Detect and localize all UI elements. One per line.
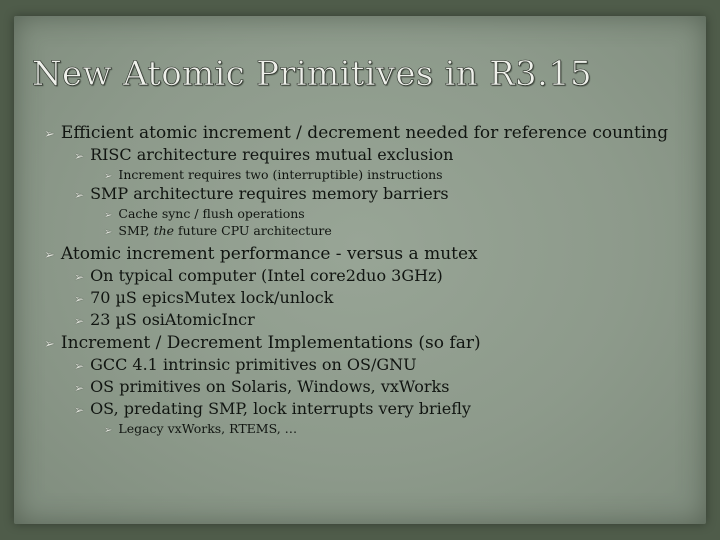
bullet-text: OS, predating SMP, lock interrupts very briefly	[90, 399, 471, 418]
arrow-bullet-icon: ➢	[104, 227, 113, 238]
bullet-level-2	[74, 399, 471, 418]
bullet-text: 70 µS epicsMutex lock/unlock	[90, 288, 334, 307]
arrow-bullet-icon: ➢	[104, 425, 113, 436]
arrow-bullet-icon: ➢	[104, 210, 113, 221]
bullet-text: Increment requires two (interruptible) instructions	[118, 167, 443, 182]
arrow-bullet-icon: ➢	[74, 314, 85, 328]
arrow-bullet-icon: ➢	[44, 127, 55, 142]
arrow-bullet-icon: ➢	[44, 248, 55, 263]
bullet-text: On typical computer (Intel core2duo 3GHz)	[90, 266, 443, 285]
bullet-text: SMP architecture requires memory barriers	[90, 184, 449, 203]
bullet-text: Increment / Decrement Implementations (so far)	[60, 333, 481, 353]
arrow-bullet-icon: ➢	[104, 171, 113, 182]
arrow-bullet-icon: ➢	[44, 337, 55, 352]
arrow-bullet-icon: ➢	[74, 292, 85, 306]
arrow-bullet-icon: ➢	[74, 403, 85, 417]
bullet-text	[118, 223, 331, 238]
bullet-level-2	[74, 355, 417, 374]
bullet-text: Efficient atomic increment / decrement needed for reference counting	[60, 123, 669, 143]
arrow-bullet-icon: ➢	[74, 270, 85, 284]
bullet-level-1	[44, 333, 481, 353]
arrow-bullet-icon: ➢	[74, 381, 85, 395]
bullet-level-3	[104, 206, 305, 221]
bullet-text-part: future CPU architecture	[174, 223, 332, 238]
bullet-text: GCC 4.1 intrinsic primitives on OS/GNU	[90, 355, 417, 374]
bullet-text: Cache sync / flush operations	[118, 206, 305, 221]
bullet-text: Legacy vxWorks, RTEMS, …	[118, 421, 298, 436]
bullet-text-emphasis: the	[153, 223, 175, 238]
bullet-text: RISC architecture requires mutual exclusion	[90, 145, 454, 164]
bullet-level-3	[104, 421, 297, 436]
bullet-level-2	[74, 145, 453, 164]
bullet-level-2	[74, 266, 443, 285]
bullet-level-3	[104, 167, 443, 182]
bullet-level-3	[104, 223, 332, 238]
bullet-level-2	[74, 184, 449, 203]
bullet-level-2	[74, 377, 449, 396]
bullet-text: Atomic increment performance - versus a mutex	[60, 244, 478, 264]
bullet-level-1	[44, 123, 668, 143]
bullet-level-2	[74, 288, 333, 307]
arrow-bullet-icon: ➢	[74, 359, 85, 373]
bullet-text-part: SMP,	[118, 223, 154, 238]
arrow-bullet-icon: ➢	[74, 149, 85, 163]
slide-title: New Atomic Primitives in R3.15	[32, 54, 592, 94]
bullet-level-1	[44, 244, 478, 264]
bullet-text: 23 µS osiAtomicIncr	[90, 310, 255, 329]
bullet-text: OS primitives on Solaris, Windows, vxWorks	[90, 377, 450, 396]
bullet-level-2	[74, 310, 255, 329]
arrow-bullet-icon: ➢	[74, 188, 85, 202]
